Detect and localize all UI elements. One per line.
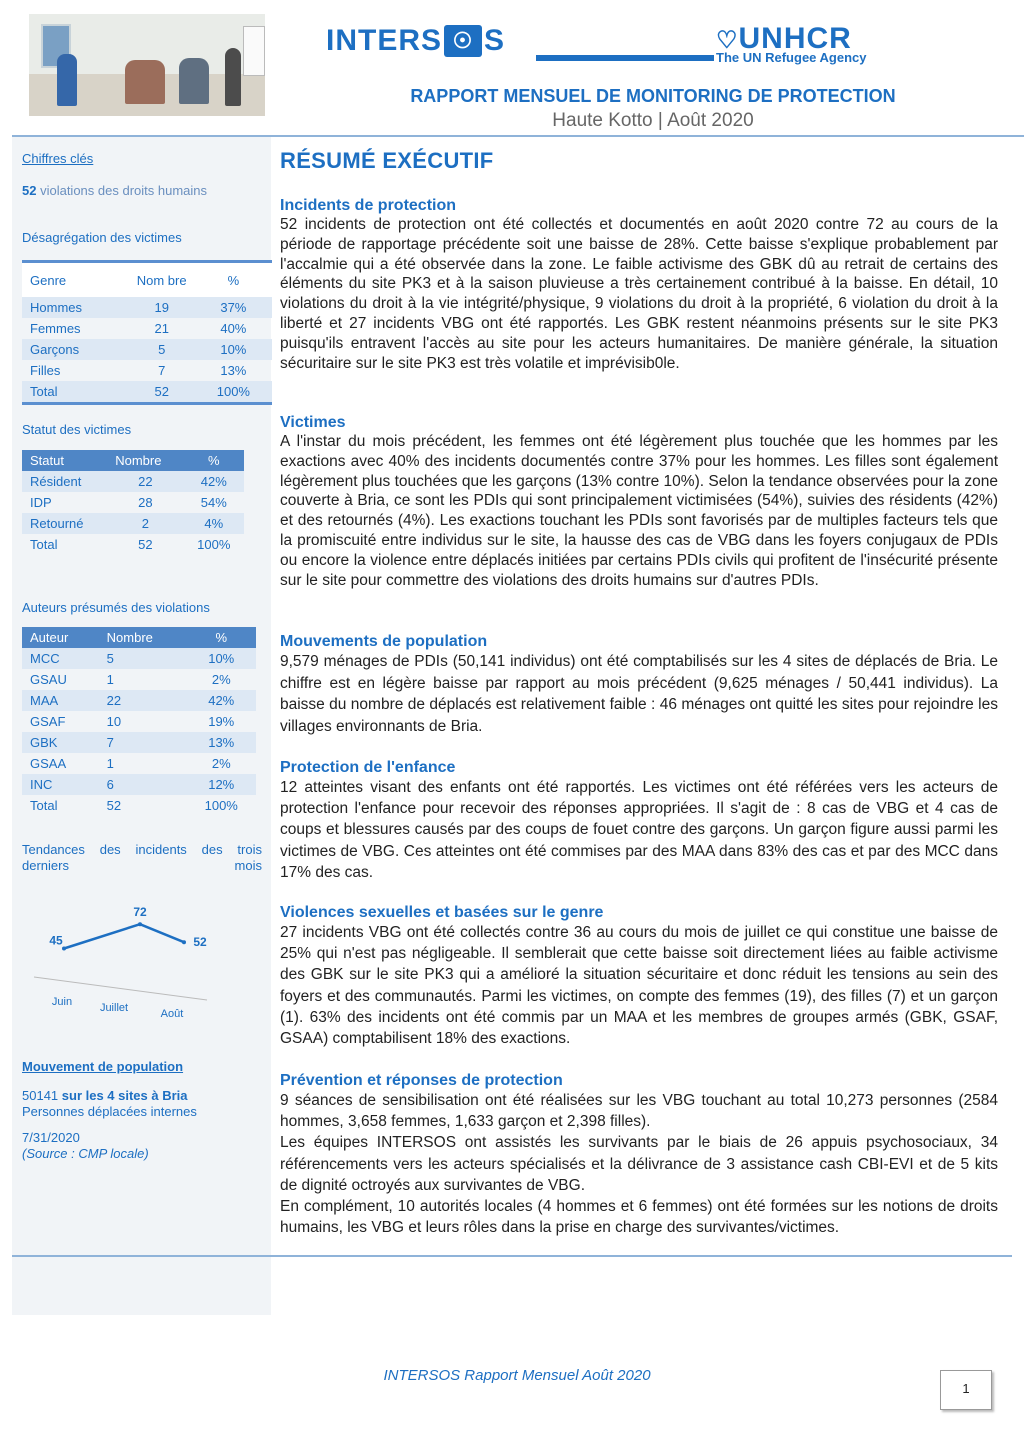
movement-figure (22, 1088, 188, 1103)
gender-table-title: Désagrégation des victimes (22, 230, 182, 245)
table-row (22, 669, 256, 690)
cell: Total (30, 798, 58, 813)
cell: Filles (30, 363, 61, 378)
gender-header-genre: Genre (22, 262, 129, 298)
table-row (22, 732, 256, 753)
cell: 40% (220, 321, 247, 336)
cell: 2% (211, 672, 231, 687)
cell: Garçons (22, 339, 129, 360)
table-row (22, 381, 272, 404)
unhcr-tagline: The UN Refugee Agency (716, 50, 867, 65)
cell: 10% (195, 339, 272, 360)
cell: 2 (107, 513, 183, 534)
cell: 1 (106, 756, 114, 771)
section-body: 9 séances de sensibilisation ont été réalisées sur les VBG touchant au total 10,273 personnes (2584 hommes, 3,658 femmes, 1,633 garçon et 2,398 filles). (280, 1092, 998, 1131)
section-body: 52 incidents de protection ont été collectés et documentés en août 2020 contre 72 au cours de la période de rapportage précédente soit une baisse de 28%. Cette baisse s'explique probablement par l'accalmie qui a été observée dans la zone. Le faible activisme des GBK dû au retrait de certains des éléments du site PK3 et à la saison pluvieuse a très certainement contribué à la baisse. En détail, 10 violations du droit à la vie intégrité/physique, 9 violations du droit à la propriété, 6 violation du droit à la liberté et 27 incidents VBG ont été rapportés. Les GBK restent néanmoins présents sur le site PK3 puisqu'ils entravent l'accès au site pour les acteurs humanitaires. De manière générale, la situation sécuritaire sur le site PK3 est très volatile et imprévisib0le. (280, 216, 998, 372)
cell: 4% (184, 513, 244, 534)
key-figures-label[interactable]: Chiffres clés (22, 151, 94, 166)
trend-series-line (64, 924, 184, 948)
intersos-logo (326, 24, 505, 58)
section-heading: Victimes (280, 414, 346, 431)
footer-text: INTERSOS Rapport Mensuel Août 2020 (383, 1367, 651, 1384)
cell: 22 (99, 690, 187, 711)
table-row (22, 318, 272, 339)
cell: 21 (154, 321, 169, 336)
cell: 19 (129, 297, 195, 318)
section-heading: Protection de l'enfance (280, 759, 456, 776)
table-row (22, 711, 256, 732)
cell: 7 (158, 363, 166, 378)
cell: 37% (195, 297, 272, 318)
section-body-3: En complément, 10 autorités locales (4 hommes et 6 femmes) ont été formées sur les notions de droits humains, les VBG et leurs rôles dans la prise en charge des survivantes/victimes. (280, 1198, 998, 1237)
table-row (22, 774, 256, 795)
cell: MCC (22, 648, 99, 669)
section-incidents (280, 197, 998, 373)
report-title: RAPPORT MENSUEL DE MONITORING DE PROTECTION (410, 86, 896, 106)
section-body: 27 incidents VBG ont été collectés contre 36 au cours du mois de juillet ce qui constitue une baisse de 25% qui n'est pas négligeable. Il semblerait que cette baisse soit directement liées au faible activisme des GBK sur le site PK3 qui a amélioré la situation sécuritaire et donc réduit les tensions au sein des foyers et des communautés. Parmi les victimes, on compte des femmes (19), des filles (7) et un garçon (1). 63% des incidents ont été commis par un MAA et les membres de groupes armés (GBK, GSAF, GSAA) comptabilisent 18% des exactions. (280, 924, 998, 1048)
page-number: 1 (940, 1370, 992, 1410)
authors-header-nombre: Nombre (99, 627, 187, 648)
cell: 52 (106, 798, 122, 813)
cell: 19% (208, 714, 235, 729)
gender-header-nombre: Nom bre (129, 262, 195, 298)
section-heading: Mouvements de population (280, 633, 488, 650)
cell: 1 (106, 672, 114, 687)
cell: 10% (186, 648, 256, 669)
globe-icon: ☉ (444, 25, 482, 57)
section-body: 9,579 ménages de PDIs (50,141 individus) ont été comptabilisés sur les 4 sites de déplacés de Bria. Le chiffre est en légère baisse par rapport au mois précédent (9,625 ménages / 50,441 individus). La baisse du nombre de déplacés est relativement faible : 46 ménages ont quitté les sites pour rejoindre les villages environnants de Bria. (280, 653, 998, 735)
section-heading: Prévention et réponses de protection (280, 1072, 563, 1089)
table-row (22, 360, 272, 381)
section-heading: Incidents de protection (280, 197, 457, 214)
trend-data-label: 52 (193, 935, 207, 950)
trend-chart (22, 905, 262, 1025)
trend-category-label: Juillet (99, 1002, 129, 1014)
status-table-title: Statut des victimes (22, 422, 132, 437)
trend-data-label: 72 (133, 905, 147, 920)
footer-divider (12, 1255, 1012, 1257)
movement-title[interactable]: Mouvement de population (22, 1059, 184, 1074)
cell: Total (30, 537, 58, 552)
cell: INC (22, 774, 99, 795)
cell: Hommes (22, 297, 129, 318)
section-body: 12 atteintes visant des enfants ont été rapportés. Les victimes ont été référées vers les acteurs de protection l'enfance pour recevoir des réponses appropriées. Il s'agit de : 8 cas de VBG et 4 cas de coups et blessures causés par des coups de fouet contre des garçons. Un garçon figure aussi parmi les victimes de VBG. Ces atteintes ont été commises par des MAA dans 83% des cas et par des MCC dans 17% des cas. (280, 779, 998, 881)
trend-point (138, 922, 142, 926)
status-header-nombre: Nombre (107, 450, 183, 471)
movement-count: 50141 (22, 1088, 59, 1103)
cell: 7 (99, 732, 187, 753)
section-body: A l'instar du mois précédent, les femmes ont été légèrement plus touchée que les hommes par les exactions avec 40% des incidents documentés contre 37% pour les hommes. Les filles sont également légèrement plus touchées que les garçons (13% contre 10%). Selon la tendance observées pour la zone couverte à Bria, ce sont les PDIs qui sont principalement victimisées (54%), suivies des résidents (42%) et des retournés (4%). Les exactions touchant les PDIs sont favorisés par de multiples facteurs tels que la promiscuité entre individus sur le site, la hausse des cas de VBG dans les foyers conjugaux de PDIs ou encore la violence entre déplacés initiées par certains PDIs civils qui profitent de l'insécurité présente sur le site pour commettre des violations des droits humains sur d'autres PDIs. (280, 433, 998, 589)
cell: Total (22, 381, 129, 404)
violations-figure (22, 183, 207, 198)
table-row (22, 297, 272, 318)
table-row (22, 648, 256, 669)
cell: 100% (204, 798, 238, 813)
status-table (22, 450, 244, 555)
trend-category-label: Juin (51, 996, 73, 1008)
table-row (22, 513, 244, 534)
cell: 2% (211, 756, 231, 771)
cell: 5 (99, 648, 187, 669)
cell: 28 (138, 495, 153, 510)
authors-header-pct: % (186, 627, 256, 648)
cell: GSAU (30, 672, 67, 687)
trend-data-label: 45 (49, 933, 63, 948)
section-victimes (280, 414, 998, 590)
violations-count: 52 (22, 183, 37, 198)
cell: 6 (99, 774, 187, 795)
table-row (22, 339, 272, 360)
status-header-pct: % (184, 450, 244, 471)
cell: GBK (22, 732, 99, 753)
table-row (22, 471, 244, 492)
movement-sites: sur les 4 sites à Bria (58, 1088, 188, 1103)
status-header-statut: Statut (22, 450, 107, 471)
cell: 42% (184, 471, 244, 492)
trend-point (182, 940, 186, 944)
report-subtitle: Haute Kotto | Août 2020 (552, 110, 754, 131)
section-vbg (280, 904, 998, 1049)
unhcr-emblem-icon: ♡ (716, 27, 739, 54)
main-content (280, 148, 998, 1237)
cell: 12% (186, 774, 256, 795)
cell: Femmes (30, 321, 81, 336)
cell: 10 (106, 714, 122, 729)
trend-category-label: Août (160, 1008, 184, 1020)
header-line (536, 55, 714, 61)
table-row (22, 534, 244, 555)
table-row (22, 492, 244, 513)
authors-header-auteur: Auteur (22, 627, 99, 648)
movement-desc: Personnes déplacées internes (22, 1104, 197, 1119)
table-row (22, 795, 256, 816)
cell: 52 (138, 537, 153, 552)
cell: 52 (129, 381, 195, 404)
executive-summary-title: RÉSUMÉ EXÉCUTIF (280, 148, 494, 173)
cell: IDP (30, 495, 52, 510)
unhcr-logo-text: UNHCR (738, 22, 852, 55)
cell: GSAA (30, 756, 67, 771)
section-prevention (280, 1072, 998, 1238)
section-enfance (280, 759, 998, 883)
cell: GSAF (30, 714, 66, 729)
cell: MAA (22, 690, 99, 711)
intersos-logo-text-a: INTERS (326, 24, 443, 57)
intersos-logo-text-b: S (484, 24, 506, 57)
movement-source: (Source : CMP locale) (22, 1146, 149, 1161)
section-body-2: Les équipes INTERSOS ont assistés les survivants par le biais de 26 appuis psychosociaux, 34 référencements vers les acteurs spécialisés et la délivrance de 3 assistance cash CBI-EVI et de 5 kits de dignité octroyés aux survivantes de VBG. (280, 1134, 998, 1194)
authors-table (22, 627, 256, 816)
cell: Résident (22, 471, 107, 492)
trend-title: Tendances des incidents des trois derniers mois (22, 842, 262, 873)
cell: 100% (197, 537, 231, 552)
cell: 42% (186, 690, 256, 711)
cell: Retourné (22, 513, 107, 534)
section-heading: Violences sexuelles et basées sur le genre (280, 904, 604, 921)
cell: 54% (200, 495, 227, 510)
cell: 100% (195, 381, 272, 404)
table-row (22, 690, 256, 711)
cell: 5 (129, 339, 195, 360)
movement-date: 7/31/2020 (22, 1130, 80, 1145)
authors-table-title: Auteurs présumés des violations (22, 600, 210, 615)
section-mouvements (280, 633, 998, 737)
gender-header-pct: % (195, 262, 272, 298)
gender-table (22, 260, 272, 405)
header-photo (29, 14, 265, 116)
cell: 22 (107, 471, 183, 492)
table-row (22, 753, 256, 774)
cell: 13% (186, 732, 256, 753)
violations-text: violations des droits humains (36, 183, 207, 198)
cell: 13% (220, 363, 247, 378)
